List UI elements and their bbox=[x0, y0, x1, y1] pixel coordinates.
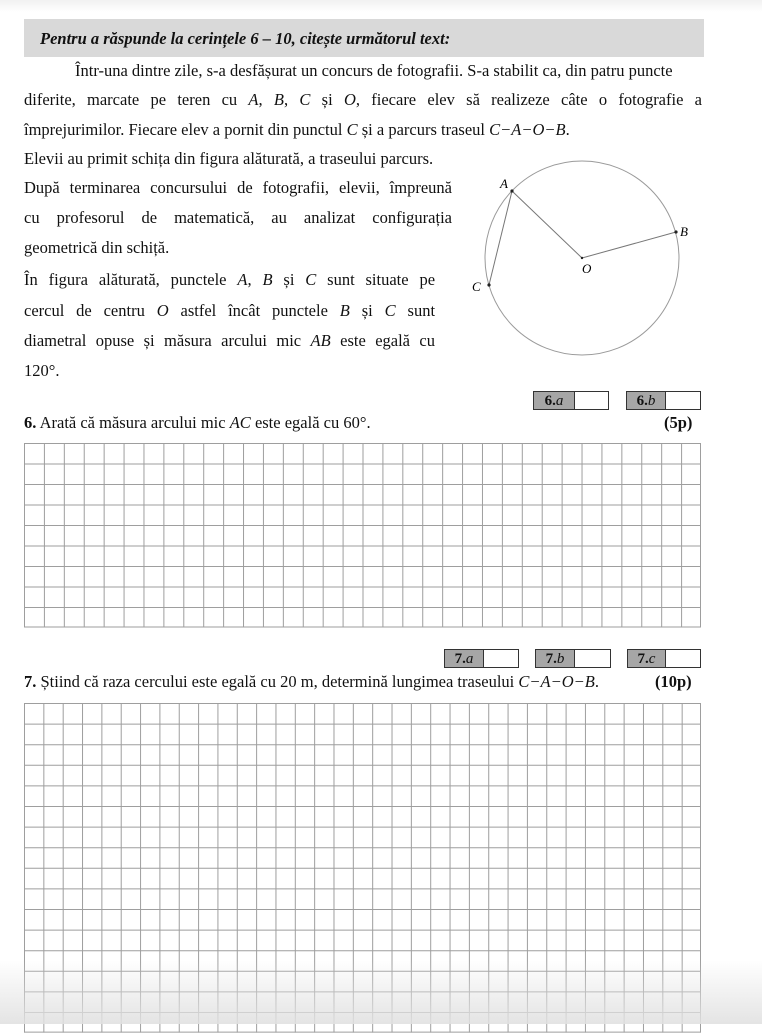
comma: , bbox=[247, 270, 252, 289]
text: și bbox=[361, 301, 373, 320]
route: C−A−O−B bbox=[518, 672, 595, 691]
label-a: A bbox=[500, 176, 508, 191]
text: sunt situate pe bbox=[327, 270, 436, 289]
point-o: O bbox=[343, 90, 356, 109]
point-a: A bbox=[237, 270, 248, 289]
score-label bbox=[628, 650, 666, 667]
text: și bbox=[283, 270, 295, 289]
score-num: 6. bbox=[544, 393, 556, 409]
text: diferite, marcate pe teren cu bbox=[24, 90, 238, 109]
text: și a parcurs traseul bbox=[361, 120, 485, 139]
point-c: C bbox=[346, 120, 358, 139]
score-label bbox=[445, 650, 484, 667]
text: , determină lungimea traseului bbox=[313, 672, 515, 691]
score-num: 7. bbox=[454, 651, 466, 667]
point-c: C bbox=[299, 90, 311, 109]
score-label bbox=[534, 392, 575, 409]
score-box-7a bbox=[444, 649, 519, 668]
answer-grid-7[interactable] bbox=[24, 703, 701, 1033]
question-7-points: (10p) bbox=[655, 672, 692, 691]
question-6-points: (5p) bbox=[664, 413, 693, 432]
passage-line-3 bbox=[24, 120, 570, 140]
text: Arată că măsura arcului mic bbox=[39, 413, 226, 432]
text: Știind că raza cercului este egală cu bbox=[40, 672, 276, 691]
score-box-7b bbox=[535, 649, 611, 668]
score-field[interactable] bbox=[575, 650, 610, 667]
score-part: c bbox=[648, 651, 656, 667]
answer-grid-6[interactable] bbox=[24, 443, 701, 629]
page-top-shade bbox=[0, 0, 762, 12]
comma: , bbox=[284, 90, 289, 109]
arc-ab: AB bbox=[310, 331, 331, 350]
score-box-6a bbox=[533, 391, 609, 410]
point-c: C bbox=[305, 270, 317, 289]
point-o: O bbox=[156, 301, 169, 320]
score-field[interactable] bbox=[666, 650, 700, 667]
instruction-banner bbox=[24, 19, 704, 57]
passage-line-8 bbox=[24, 270, 435, 290]
grid-lines bbox=[24, 703, 701, 1033]
arc-ac: AC bbox=[229, 413, 251, 432]
label-c: C bbox=[472, 279, 481, 294]
passage-line-4: Elevii au primit schița din figura alăturată, a traseului parcurs. bbox=[24, 149, 434, 168]
point-a-dot bbox=[510, 189, 513, 192]
instruction-text: Pentru a răspunde la cerințele 6 – 10, citește următorul text: bbox=[40, 29, 451, 48]
point-o-dot bbox=[581, 257, 583, 259]
passage-line-7: geometrică din schiță. bbox=[24, 238, 170, 257]
period: . bbox=[565, 120, 570, 139]
score-field[interactable] bbox=[666, 392, 700, 409]
question-number: 7. bbox=[24, 672, 37, 691]
passage-line-6: cu profesorul de matematică, au analizat configurația bbox=[24, 208, 452, 227]
score-num: 7. bbox=[637, 651, 649, 667]
text: este egală cu bbox=[340, 331, 435, 350]
score-part: a bbox=[465, 651, 474, 667]
value: 60°. bbox=[343, 413, 371, 432]
grid-lines bbox=[24, 443, 701, 629]
point-b-dot bbox=[674, 230, 677, 233]
score-part: b bbox=[556, 651, 565, 667]
score-field[interactable] bbox=[575, 392, 608, 409]
passage-line-10 bbox=[24, 331, 435, 351]
passage-line-9 bbox=[24, 301, 435, 321]
score-part: b bbox=[647, 393, 656, 409]
question-number: 6. bbox=[24, 413, 37, 432]
segment-ob bbox=[582, 232, 676, 258]
text: este egală cu bbox=[254, 413, 340, 432]
score-field[interactable] bbox=[484, 650, 518, 667]
score-part: a bbox=[555, 393, 564, 409]
text: fiecare elev să realizeze câte o fotografie a bbox=[371, 90, 702, 109]
circle-diagram bbox=[460, 160, 720, 370]
text: diametral opuse și măsura arcului mic bbox=[24, 331, 302, 350]
point-b: B bbox=[273, 90, 284, 109]
point-b: B bbox=[339, 301, 350, 320]
text: În figura alăturată, punctele bbox=[24, 270, 227, 289]
period: . bbox=[594, 672, 599, 691]
segment-ao bbox=[512, 191, 582, 258]
point-a: A bbox=[248, 90, 259, 109]
question-6-text bbox=[24, 413, 371, 433]
passage-line-11: 120°. bbox=[24, 361, 60, 380]
question-7-text bbox=[24, 672, 599, 692]
point-b: B bbox=[262, 270, 273, 289]
comma: , bbox=[355, 90, 360, 109]
text: cercul de centru bbox=[24, 301, 145, 320]
passage-line-1: Într-una dintre zile, s-a desfășurat un concurs de fotografii. S-a stabilit ca, din patru puncte bbox=[75, 61, 673, 80]
text: împrejurimilor. Fiecare elev a pornit din punctul bbox=[24, 120, 343, 139]
point-c: C bbox=[384, 301, 396, 320]
passage-line-5: După terminarea concursului de fotografii, elevii, împreună bbox=[24, 178, 452, 197]
circle-figure bbox=[460, 160, 720, 370]
radius-value: 20 m bbox=[280, 672, 314, 691]
point-c-dot bbox=[487, 283, 490, 286]
label-o: O bbox=[582, 261, 592, 276]
route: C−A−O−B bbox=[489, 120, 566, 139]
text: astfel încât punctele bbox=[180, 301, 328, 320]
comma: , bbox=[258, 90, 263, 109]
passage-line-2 bbox=[24, 90, 702, 110]
text: și bbox=[321, 90, 333, 109]
score-label bbox=[627, 392, 666, 409]
score-label bbox=[536, 650, 575, 667]
score-num: 6. bbox=[636, 393, 648, 409]
score-box-7c bbox=[627, 649, 701, 668]
label-b: B bbox=[680, 224, 688, 239]
text: sunt bbox=[407, 301, 436, 320]
score-num: 7. bbox=[545, 651, 557, 667]
score-box-6b bbox=[626, 391, 701, 410]
